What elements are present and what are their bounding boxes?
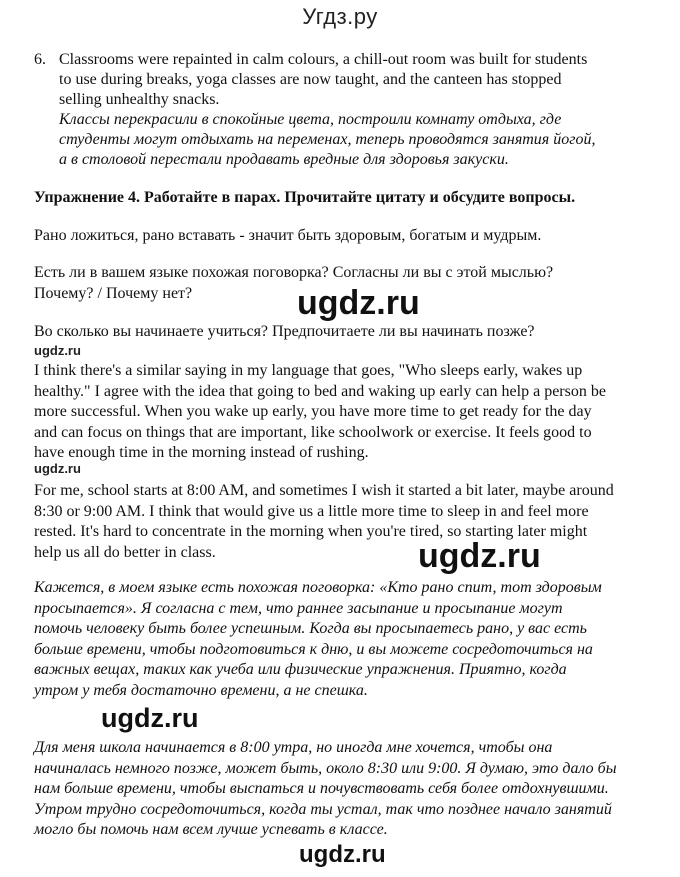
- item-6-russian: Классы перекрасили в спокойные цвета, построили комнату отдыха, где студенты могут отдыхать на переменах, теперь проводятся занятия йогой, а в столовой перестали продавать вредные для здоровья закуски.: [59, 111, 596, 168]
- watermark-large: ugdz.ru: [297, 284, 420, 322]
- answer-english-1: I think there's a similar saying in my language that goes, "Who sleeps early, wakes up healthy." I agree with the idea that going to bed and waking up early can help a person be more successful. When you wake up early, you have more time to get ready for the day and can focus on things that are important, like schoolwork or exercise. It feels good to have enough time in the morning instead of rushing.: [34, 362, 606, 461]
- watermark-small: ugdz.ru: [34, 343, 81, 358]
- item-6: [34, 50, 634, 170]
- answer-russian-2: Для меня школа начинается в 8:00 утра, но иногда мне хочется, чтобы она начиналась немного позже, может быть, около 8:30 или 9:00. Я думаю, это дало бы нам больше времени, чтобы выспаться и почувствовать себя более отдохнувшими. Утром трудно сосредоточиться, когда ты устал, так что позднее начало занятий могло бы помочь нам всем лучше успевать в классе.: [34, 739, 617, 838]
- watermark-small: ugdz.ru: [34, 461, 81, 476]
- site-logo: Угдз.ру: [302, 4, 378, 29]
- exercise-question-1: Есть ли в вашем языке похожая поговорка? Согласны ли вы с этой мыслью? Почему? / Почему нет?: [34, 264, 554, 302]
- watermark-footer: ugdz.ru: [299, 841, 386, 868]
- watermark-large: ugdz.ru: [101, 703, 199, 733]
- exercise-title: Упражнение 4. Работайте в парах. Прочитайте цитату и обсудите вопросы.: [34, 189, 576, 206]
- answer-english-2: For me, school starts at 8:00 AM, and sometimes I wish it started a bit later, maybe around 8:30 or 9:00 AM. I think that would give us a little more time to sleep in and feel more rested. It's hard to concentrate in the morning when you're tired, so starting later might help us all do better in class.: [34, 482, 614, 561]
- watermark-large: ugdz.ru: [418, 537, 541, 575]
- answer-russian-1: Кажется, в моем языке есть похожая поговорка: «Кто рано спит, тот здоровым просыпается». Я согласна с тем, что раннее засыпание и просыпание могут помочь человеку быть более успешным. Когда вы просыпаетесь рано, у вас есть больше времени, чтобы подготовиться к дню, и вы можете сосредоточиться на важных вещах, таких как учеба или физические упражнения. Приятно, когда утром у тебя достаточно времени, а не спешка.: [34, 579, 602, 699]
- exercise-question-2: Во сколько вы начинаете учиться? Предпочитаете ли вы начинать позже?: [34, 323, 535, 340]
- item-6-english: Classrooms were repainted in calm colours, a chill-out room was built for students to use during breaks, yoga classes are now taught, and the canteen has stopped selling unhealthy snacks.: [59, 51, 588, 108]
- exercise-quote: Рано ложиться, рано вставать - значит быть здоровым, богатым и мудрым.: [34, 227, 542, 244]
- item-number: 6.: [34, 51, 46, 68]
